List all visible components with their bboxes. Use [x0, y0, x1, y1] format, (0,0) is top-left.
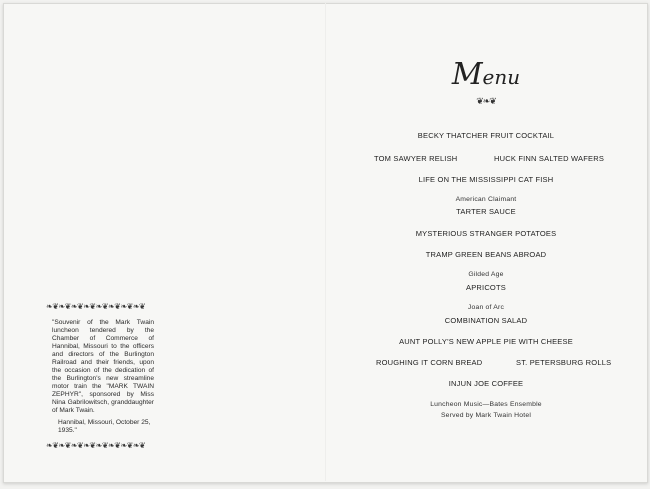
item-gilded-age: Gilded Age	[468, 271, 504, 278]
item-rolls: ST. PETERSBURG ROLLS	[516, 358, 612, 367]
item-salad: COMBINATION SALAD	[444, 316, 528, 325]
right-page	[326, 0, 646, 489]
menu-title-cap: M	[451, 57, 483, 92]
flourish-ornament: ❦❧❦	[476, 97, 496, 107]
item-joan-of-arc: Joan of Arc	[467, 304, 505, 311]
item-corn-bread: ROUGHING IT CORN BREAD	[376, 358, 483, 367]
souvenir-block	[46, 302, 158, 451]
souvenir-text: "Souvenir of the Mark Twain luncheon tendered by the Chamber of Commerce of Hannibal, Missouri to the officers and directors of the Burlington Railroad and their friends, upon the occasion of the dedication of the Burlington's new streamline motor train the "MARK TWAIN ZEPHYR", sponsored by Miss Nina Gabrilowitsch, granddaughter of Mark Twain.	[52, 319, 154, 414]
served-by: Served by Mark Twain Hotel	[440, 412, 532, 419]
item-beans: TRAMP GREEN BEANS ABROAD	[425, 250, 547, 259]
item-wafers: HUCK FINN SALTED WAFERS	[494, 154, 605, 163]
item-potatoes: MYSTERIOUS STRANGER POTATOES	[415, 229, 557, 238]
item-fruit-cocktail: BECKY THATCHER FRUIT COCKTAIL	[417, 131, 555, 140]
item-claimant: American Claimant	[455, 196, 517, 203]
item-relish: TOM SAWYER RELISH	[374, 154, 458, 163]
menu-title	[326, 57, 646, 92]
ornament-rule-top: ❧❦❧❦❧❦❧❦❧❦❧❦❧❦❧❦	[46, 302, 146, 311]
item-coffee: INJUN JOE COFFEE	[448, 379, 524, 388]
item-apple-pie: AUNT POLLY'S NEW APPLE PIE WITH CHEESE	[399, 337, 573, 346]
menu-title-rest: enu	[482, 65, 521, 89]
souvenir-place-date: Hannibal, Missouri, October 25, 1935."	[58, 419, 151, 434]
luncheon-music: Luncheon Music—Bates Ensemble	[430, 401, 542, 408]
ornament-rule-bottom: ❧❦❧❦❧❦❧❦❧❦❧❦❧❦❧❦	[46, 441, 146, 450]
item-tarter-sauce: TARTER SAUCE	[456, 207, 516, 216]
item-cat-fish: LIFE ON THE MISSISSIPPI CAT FISH	[418, 175, 554, 184]
item-apricots: APRICOTS	[466, 283, 506, 292]
